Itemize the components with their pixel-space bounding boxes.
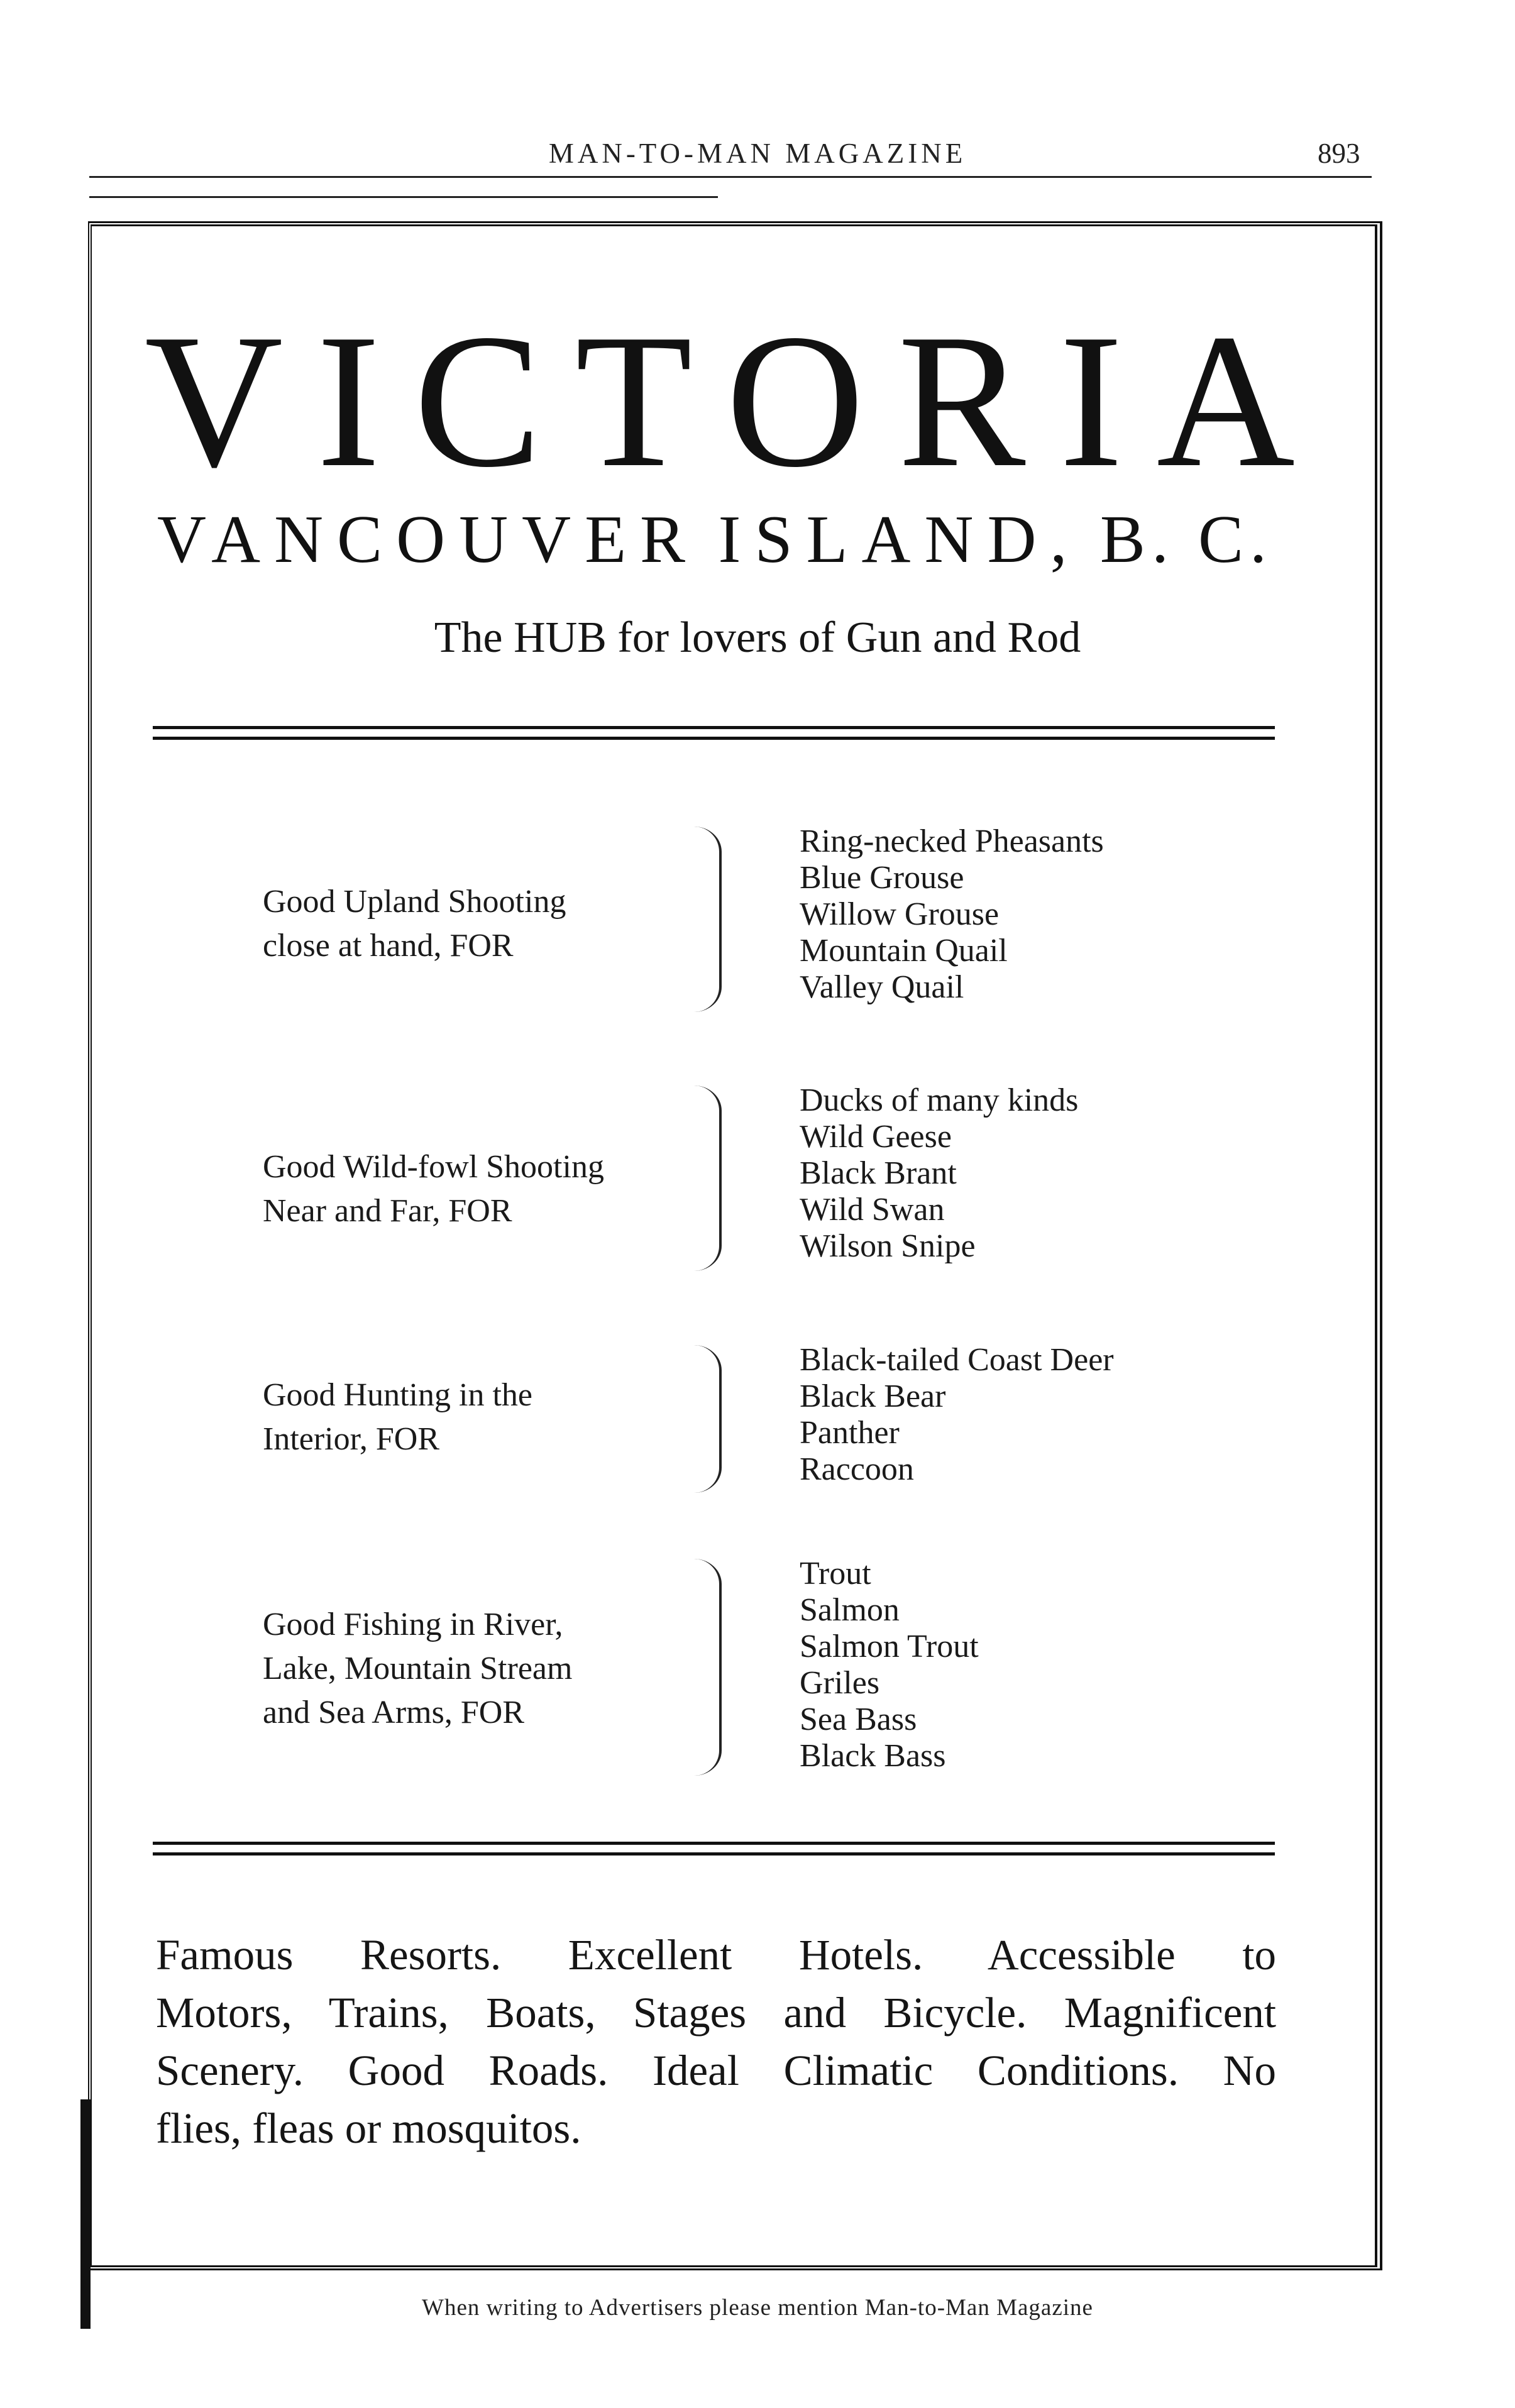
title-letter: I (1059, 294, 1123, 507)
page-number: 893 (1318, 138, 1360, 169)
label-line: close at hand, FOR (263, 928, 514, 964)
list-item: Panther (800, 1415, 900, 1451)
list-item: Ducks of many kinds (800, 1082, 1079, 1118)
title-letter: A (1156, 294, 1295, 507)
title-letter: V (145, 294, 284, 507)
list-item: Wild Swan (800, 1192, 945, 1228)
section-label (263, 880, 715, 968)
game-list (800, 1082, 1078, 1265)
subtitle-word: VANCOUVER (157, 502, 700, 577)
list-item: Mountain Quail (800, 933, 1008, 969)
list-item: Black Bass (800, 1738, 946, 1774)
list-item: Wilson Snipe (800, 1228, 976, 1264)
list-item: Black Brant (800, 1155, 957, 1191)
list-item: Griles (800, 1665, 880, 1701)
list-item: Black-tailed Coast Deer (800, 1342, 1114, 1378)
brace-icon (690, 1345, 722, 1493)
list-item: Blue Grouse (800, 860, 964, 896)
header-rule (89, 176, 1372, 178)
brace-icon (690, 1559, 722, 1776)
list-item: Salmon (800, 1592, 900, 1628)
label-line: and Sea Arms, FOR (263, 1695, 524, 1730)
bottom-note: When writing to Advertisers please mention Man-to-Man Magazine (422, 2295, 1093, 2321)
list-item: Black Bear (800, 1378, 946, 1414)
footer-line: Famous Resorts. Excellent Hotels. Accessible to (156, 1931, 1276, 1979)
list-item: Ring-necked Pheasants (800, 823, 1104, 859)
running-title: MAN-TO-MAN MAGAZINE (548, 138, 967, 169)
label-line: Near and Far, FOR (263, 1193, 512, 1229)
advert-tagline: The HUB for lovers of Gun and Rod (434, 613, 1081, 662)
footer-line: flies, fleas or mosquitos. (156, 2104, 581, 2152)
game-list (800, 1556, 979, 1774)
section-label (263, 1603, 715, 1735)
footer-line: Scenery. Good Roads. Ideal Climatic Conditions. No (156, 2047, 1276, 2094)
list-item: Trout (800, 1556, 871, 1592)
label-line: Good Upland Shooting (263, 884, 566, 920)
game-list (800, 1342, 1114, 1488)
header-rule-lead (89, 196, 718, 198)
list-item: Wild Geese (800, 1119, 952, 1155)
label-line: Interior, FOR (263, 1421, 439, 1457)
title-letter: R (898, 294, 1026, 507)
footer-line: Motors, Trains, Boats, Stages and Bicycle. Magnificent (156, 1989, 1276, 2037)
advert-footer-copy (156, 1926, 1276, 2157)
subtitle-word: B. C. (1099, 502, 1273, 577)
subtitle-word: ISLAND, (718, 502, 1081, 577)
list-item: Willow Grouse (800, 896, 1000, 932)
advert-title (145, 294, 1295, 507)
section-divider-top (153, 726, 1275, 740)
title-letter: I (316, 294, 381, 507)
title-letter: T (575, 294, 693, 507)
title-letter: O (725, 294, 864, 507)
list-item: Sea Bass (800, 1702, 917, 1737)
label-line: Lake, Mountain Stream (263, 1651, 573, 1686)
section-label (263, 1373, 715, 1461)
title-letter: C (414, 294, 542, 507)
label-line: Good Hunting in the (263, 1377, 532, 1413)
list-item: Valley Quail (800, 969, 964, 1005)
game-list (800, 823, 1104, 1006)
list-item: Raccoon (800, 1451, 914, 1487)
list-item: Salmon Trout (800, 1629, 979, 1664)
section-label (263, 1145, 715, 1233)
label-line: Good Wild-fowl Shooting (263, 1149, 604, 1185)
brace-icon (690, 1086, 722, 1271)
label-line: Good Fishing in River, (263, 1607, 563, 1642)
section-divider-bottom (153, 1842, 1275, 1855)
brace-icon (690, 827, 722, 1012)
advert-subtitle (157, 502, 1273, 577)
